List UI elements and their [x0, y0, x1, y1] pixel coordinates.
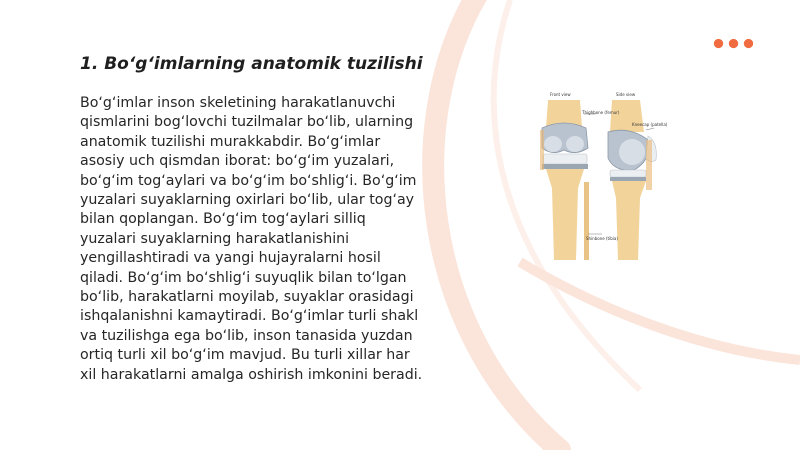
figure-label-side: Side view [616, 92, 636, 97]
dot-icon [742, 37, 755, 50]
dot-icon [712, 37, 725, 50]
figure-label-femoral: Thighbone (femur) [582, 110, 620, 115]
figure-label-patellar: Kneecap (patella) [632, 122, 668, 127]
dot-icon [727, 37, 740, 50]
knee-implant-illustration [540, 92, 670, 260]
slide-body-text: Bo‘g‘imlar inson skeletining harakatlanuvchi qismlarini bog‘lovchi tuzilmalar bo‘lib, ularning anatomik tuzilishi murakkabdir. Bo‘g‘imlar asosiy uch qismdan iborat: bo‘g‘im yuzalari, bo‘g‘im tog‘aylari va bo‘g‘im bo‘shlig‘i. Bo‘g‘im yuzalari suyaklarning oxirlari bo‘lib, ular tog‘ay bilan qoplangan. Bo‘g‘im tog‘aylari silliq yuzalari suyaklarning harakatlanishini yengillashtiradi va yangi hujayralarni hosil qiladi. Bo‘g‘im bo‘shlig‘i suyuqlik bilan to‘lgan bo‘lib, harakatlarni moyilab, suyaklar orasidagi ishqalanishni kamaytiradi. Bo‘g‘imlar turli shakl va tuzilishga ega bo‘lib, inson tanasida yuzdan ortiq turli xil bo‘g‘im mavjud. Bu turli xillar har xil harakatlarni amalga oshirish imkonini beradi. [80, 95, 423, 383]
slide-title: 1. Bo‘g‘imlarning anatomik tuzilishi [80, 54, 423, 74]
decorative-dots [713, 38, 754, 49]
figure-label-tibial: Shinbone (tibia) [586, 236, 618, 241]
figure-label-front: Front view [550, 92, 571, 97]
